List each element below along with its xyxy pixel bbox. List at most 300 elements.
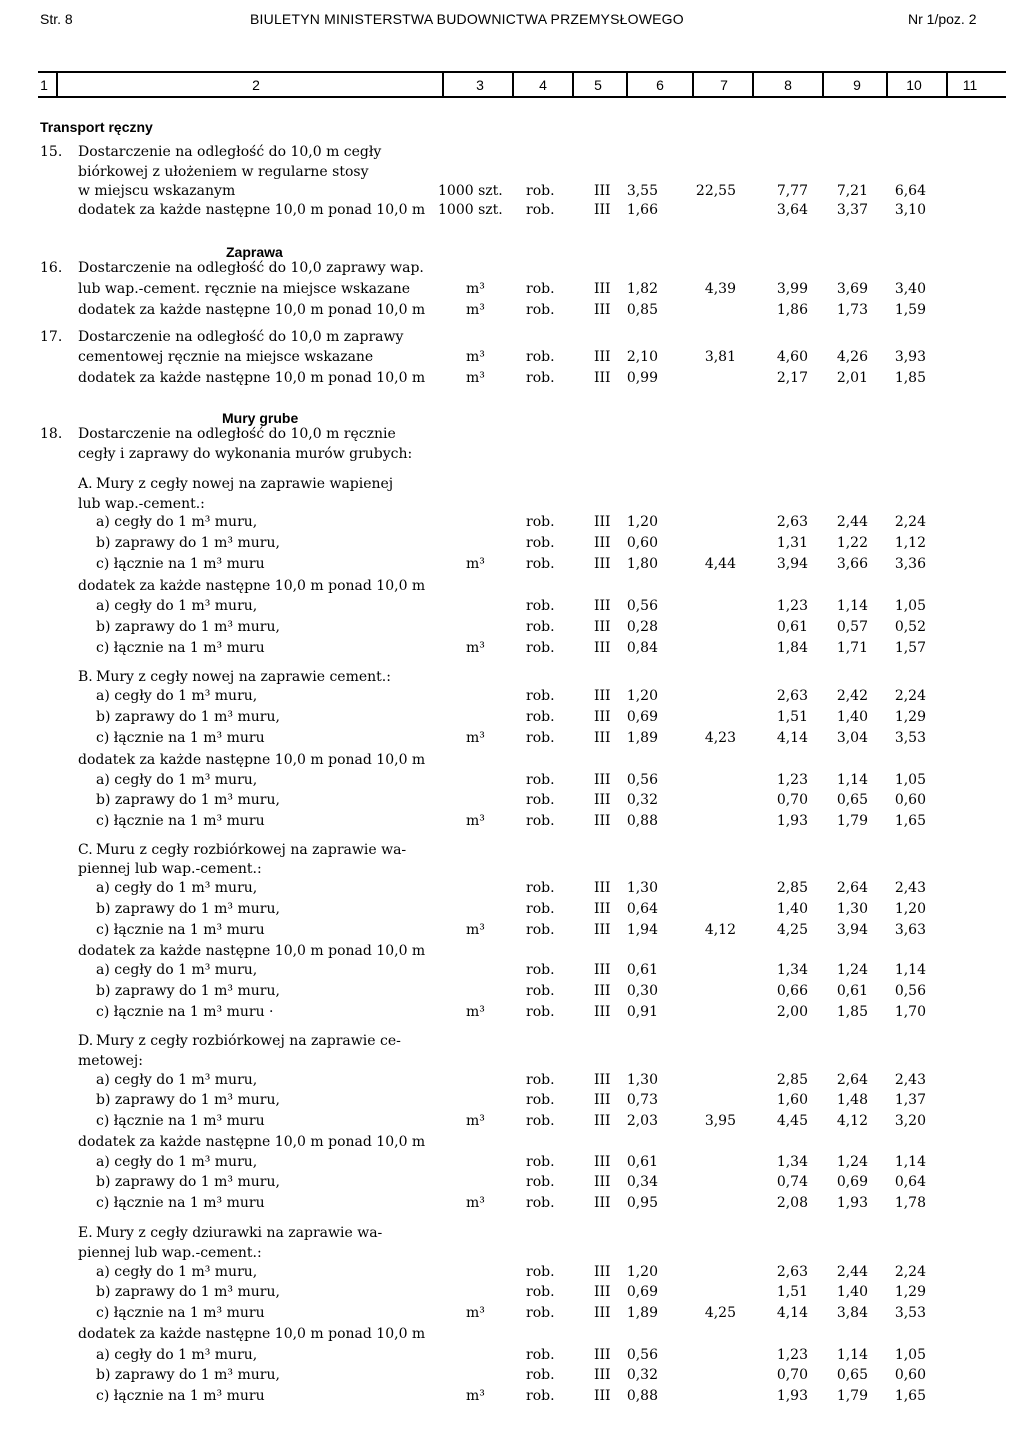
value-c8: 3,64 (776, 202, 808, 218)
row-description: Dostarczenie na odległość do 10,0 m cegły (78, 144, 382, 160)
value-c9: 2,44 (836, 1264, 868, 1280)
column-number: 4 (539, 77, 547, 93)
value-c9: 2,64 (836, 1072, 868, 1088)
labor-type: rob. (526, 709, 555, 725)
category: III (594, 688, 611, 704)
labor-type: rob. (526, 1154, 555, 1170)
value-c6: 2,10 (626, 349, 658, 365)
row-description: Mury z cegły rozbiórkowej na zaprawie ce- (96, 1033, 401, 1049)
category: III (594, 792, 611, 808)
value-c10: 3,53 (894, 730, 926, 746)
value-c6: 0,61 (626, 1154, 658, 1170)
sub-item-letter: B. (78, 669, 93, 685)
value-c9: 2,64 (836, 880, 868, 896)
value-c6: 0,32 (626, 792, 658, 808)
value-c9: 1,24 (836, 962, 868, 978)
labor-type: rob. (526, 349, 555, 365)
value-c10: 1,70 (894, 1004, 926, 1020)
labor-type: rob. (526, 792, 555, 808)
value-c7: 4,23 (704, 730, 736, 746)
value-c8: 1,84 (776, 640, 808, 656)
labor-type: rob. (526, 688, 555, 704)
value-c6: 0,85 (626, 302, 658, 318)
value-c6: 1,20 (626, 514, 658, 530)
category: III (594, 1154, 611, 1170)
value-c9: 3,69 (836, 281, 868, 297)
value-c6: 2,03 (626, 1113, 658, 1129)
value-c10: 3,10 (894, 202, 926, 218)
value-c6: 0,88 (626, 813, 658, 829)
item-number: 18. (40, 426, 63, 442)
row-description: a) cegły do 1 m³ muru, (96, 1264, 258, 1280)
category: III (594, 962, 611, 978)
value-c8: 4,45 (776, 1113, 808, 1129)
unit: m³ (466, 1195, 485, 1211)
labor-type: rob. (526, 880, 555, 896)
value-c10: 0,64 (894, 1174, 926, 1190)
category: III (594, 202, 611, 218)
category: III (594, 709, 611, 725)
category: III (594, 1347, 611, 1363)
column-separator (626, 73, 628, 96)
column-number: 9 (853, 77, 861, 93)
labor-type: rob. (526, 1174, 555, 1190)
row-description: c) łącznie na 1 m³ muru (96, 640, 265, 656)
unit: m³ (466, 302, 485, 318)
value-c6: 0,91 (626, 1004, 658, 1020)
table-top-rule (38, 71, 1006, 73)
column-number: 7 (720, 77, 728, 93)
row-description: Mury z cegły nowej na zaprawie wapienej (96, 476, 394, 492)
value-c10: 1,29 (894, 709, 926, 725)
unit: m³ (466, 370, 485, 386)
value-c9: 2,44 (836, 514, 868, 530)
labor-type: rob. (526, 1004, 555, 1020)
value-c8: 1,23 (776, 598, 808, 614)
row-description: a) cegły do 1 m³ muru, (96, 598, 258, 614)
row-description: b) zaprawy do 1 m³ muru, (96, 709, 280, 725)
category: III (594, 730, 611, 746)
value-c9: 1,14 (836, 598, 868, 614)
item-number: 15. (40, 144, 63, 160)
category: III (594, 598, 611, 614)
value-c10: 1,14 (894, 962, 926, 978)
labor-type: rob. (526, 281, 555, 297)
value-c8: 1,23 (776, 772, 808, 788)
row-description: biórkowej z ułożeniem w regularne stosy (78, 164, 369, 180)
value-c8: 1,60 (776, 1092, 808, 1108)
value-c6: 1,80 (626, 556, 658, 572)
column-separator (512, 73, 514, 96)
category: III (594, 1305, 611, 1321)
value-c7: 22,55 (695, 183, 736, 199)
row-description: c) łącznie na 1 m³ muru (96, 1305, 265, 1321)
category: III (594, 901, 611, 917)
value-c9: 0,57 (836, 619, 868, 635)
row-description: metowej: (78, 1053, 143, 1069)
table-header-rule (38, 96, 1006, 98)
row-description: Mury z cegły dziurawki na zaprawie wa- (96, 1225, 383, 1241)
row-description: c) łącznie na 1 m³ muru (96, 1388, 265, 1404)
value-c6: 1,82 (626, 281, 658, 297)
value-c8: 2,00 (776, 1004, 808, 1020)
value-c10: 2,24 (894, 514, 926, 530)
labor-type: rob. (526, 962, 555, 978)
row-description: a) cegły do 1 m³ muru, (96, 772, 258, 788)
column-number: 3 (476, 77, 484, 93)
row-description: piennej lub wap.-cement.: (78, 861, 262, 877)
row-description: c) łącznie na 1 m³ muru (96, 556, 265, 572)
value-c10: 6,64 (894, 183, 926, 199)
unit: m³ (466, 1004, 485, 1020)
row-description: b) zaprawy do 1 m³ muru, (96, 1174, 280, 1190)
value-c6: 0,73 (626, 1092, 658, 1108)
value-c10: 0,60 (894, 1367, 926, 1383)
value-c8: 4,25 (776, 922, 808, 938)
value-c9: 4,12 (836, 1113, 868, 1129)
category: III (594, 556, 611, 572)
value-c10: 0,52 (894, 619, 926, 635)
value-c9: 1,79 (836, 813, 868, 829)
value-c9: 0,65 (836, 792, 868, 808)
value-c8: 3,99 (776, 281, 808, 297)
row-description: c) łącznie na 1 m³ muru (96, 1195, 265, 1211)
category: III (594, 813, 611, 829)
category: III (594, 281, 611, 297)
value-c8: 0,70 (776, 792, 808, 808)
value-c8: 1,34 (776, 1154, 808, 1170)
value-c9: 3,84 (836, 1305, 868, 1321)
row-description: dodatek za każde następne 10,0 m ponad 10,0 m (78, 752, 426, 768)
value-c10: 2,43 (894, 1072, 926, 1088)
sub-item-letter: E. (78, 1225, 93, 1241)
value-c7: 4,25 (704, 1305, 736, 1321)
category: III (594, 370, 611, 386)
unit: m³ (466, 349, 485, 365)
value-c8: 2,17 (776, 370, 808, 386)
value-c6: 0,64 (626, 901, 658, 917)
value-c7: 4,44 (704, 556, 736, 572)
row-description: c) łącznie na 1 m³ muru (96, 813, 265, 829)
category: III (594, 302, 611, 318)
value-c9: 1,24 (836, 1154, 868, 1170)
row-description: dodatek za każde następne 10,0 m ponad 10,0 m (78, 302, 426, 318)
labor-type: rob. (526, 730, 555, 746)
row-description: b) zaprawy do 1 m³ muru, (96, 1367, 280, 1383)
value-c6: 0,30 (626, 983, 658, 999)
value-c6: 0,56 (626, 772, 658, 788)
labor-type: rob. (526, 772, 555, 788)
value-c6: 0,60 (626, 535, 658, 551)
value-c9: 1,14 (836, 772, 868, 788)
value-c6: 0,95 (626, 1195, 658, 1211)
value-c10: 1,20 (894, 901, 926, 917)
row-description: b) zaprawy do 1 m³ muru, (96, 535, 280, 551)
category: III (594, 514, 611, 530)
value-c8: 0,70 (776, 1367, 808, 1383)
row-description: a) cegły do 1 m³ muru, (96, 514, 258, 530)
labor-type: rob. (526, 1284, 555, 1300)
row-description: a) cegły do 1 m³ muru, (96, 1072, 258, 1088)
category: III (594, 1092, 611, 1108)
value-c6: 1,89 (626, 1305, 658, 1321)
journal-title: BIULETYN MINISTERSTWA BUDOWNICTWA PRZEMYSŁOWEGO (250, 11, 684, 27)
column-number: 11 (962, 77, 978, 93)
labor-type: rob. (526, 619, 555, 635)
row-description: Muru z cegły rozbiórkowej na zaprawie wa- (96, 842, 407, 858)
row-description: b) zaprawy do 1 m³ muru, (96, 619, 280, 635)
column-separator (692, 73, 694, 96)
value-c8: 0,66 (776, 983, 808, 999)
value-c8: 1,93 (776, 813, 808, 829)
column-separator (752, 73, 754, 96)
value-c8: 1,93 (776, 1388, 808, 1404)
row-description: dodatek za każde następne 10,0 m ponad 10,0 m (78, 1326, 426, 1342)
value-c8: 1,31 (776, 535, 808, 551)
value-c10: 3,93 (894, 349, 926, 365)
value-c8: 1,23 (776, 1347, 808, 1363)
value-c9: 3,04 (836, 730, 868, 746)
value-c9: 3,37 (836, 202, 868, 218)
row-description: b) zaprawy do 1 m³ muru, (96, 901, 280, 917)
value-c8: 2,63 (776, 514, 808, 530)
value-c10: 1,37 (894, 1092, 926, 1108)
column-number: 5 (594, 77, 602, 93)
unit: m³ (466, 922, 485, 938)
category: III (594, 772, 611, 788)
row-description: b) zaprawy do 1 m³ muru, (96, 1284, 280, 1300)
category: III (594, 1174, 611, 1190)
value-c6: 1,30 (626, 1072, 658, 1088)
category: III (594, 880, 611, 896)
value-c8: 1,51 (776, 1284, 808, 1300)
row-description: c) łącznie na 1 m³ muru (96, 922, 265, 938)
value-c8: 4,14 (776, 730, 808, 746)
value-c9: 0,61 (836, 983, 868, 999)
labor-type: rob. (526, 556, 555, 572)
value-c10: 3,40 (894, 281, 926, 297)
value-c9: 1,40 (836, 709, 868, 725)
value-c10: 1,59 (894, 302, 926, 318)
labor-type: rob. (526, 983, 555, 999)
value-c10: 0,56 (894, 983, 926, 999)
page-number: Str. 8 (40, 11, 73, 27)
value-c10: 1,78 (894, 1195, 926, 1211)
value-c8: 2,85 (776, 880, 808, 896)
labor-type: rob. (526, 183, 555, 199)
section-title-transport: Transport ręczny (40, 119, 153, 135)
value-c7: 4,12 (704, 922, 736, 938)
column-separator (442, 73, 444, 96)
labor-type: rob. (526, 813, 555, 829)
value-c6: 0,34 (626, 1174, 658, 1190)
category: III (594, 1004, 611, 1020)
value-c6: 0,99 (626, 370, 658, 386)
unit: m³ (466, 730, 485, 746)
labor-type: rob. (526, 1264, 555, 1280)
category: III (594, 619, 611, 635)
value-c6: 0,32 (626, 1367, 658, 1383)
value-c10: 1,85 (894, 370, 926, 386)
value-c6: 3,55 (626, 183, 658, 199)
unit: m³ (466, 281, 485, 297)
unit: m³ (466, 640, 485, 656)
value-c7: 3,95 (704, 1113, 736, 1129)
value-c9: 4,26 (836, 349, 868, 365)
issue-number: Nr 1/poz. 2 (908, 11, 977, 27)
value-c6: 0,56 (626, 598, 658, 614)
value-c8: 1,86 (776, 302, 808, 318)
row-description: Mury z cegły nowej na zaprawie cement.: (96, 669, 391, 685)
category: III (594, 1388, 611, 1404)
value-c10: 3,53 (894, 1305, 926, 1321)
row-description: Dostarczenie na odległość do 10,0 zaprawy wap. (78, 260, 424, 276)
row-description: a) cegły do 1 m³ muru, (96, 880, 258, 896)
value-c8: 2,08 (776, 1195, 808, 1211)
value-c9: 0,69 (836, 1174, 868, 1190)
column-number: 6 (656, 77, 664, 93)
value-c10: 1,05 (894, 598, 926, 614)
value-c6: 0,28 (626, 619, 658, 635)
category: III (594, 1264, 611, 1280)
unit: m³ (466, 1305, 485, 1321)
value-c7: 4,39 (704, 281, 736, 297)
row-description: a) cegły do 1 m³ muru, (96, 1154, 258, 1170)
column-number: 8 (784, 77, 792, 93)
labor-type: rob. (526, 1113, 555, 1129)
value-c6: 1,20 (626, 688, 658, 704)
value-c6: 0,61 (626, 962, 658, 978)
row-description: c) łącznie na 1 m³ muru (96, 730, 265, 746)
value-c9: 7,21 (836, 183, 868, 199)
value-c8: 3,94 (776, 556, 808, 572)
value-c6: 1,66 (626, 202, 658, 218)
row-description: piennej lub wap.-cement.: (78, 1245, 262, 1261)
value-c9: 1,14 (836, 1347, 868, 1363)
value-c10: 0,60 (894, 792, 926, 808)
row-description: w miejscu wskazanym (78, 183, 236, 199)
row-description: a) cegły do 1 m³ muru, (96, 1347, 258, 1363)
value-c6: 0,69 (626, 1284, 658, 1300)
value-c10: 3,63 (894, 922, 926, 938)
unit: m³ (466, 1113, 485, 1129)
labor-type: rob. (526, 640, 555, 656)
column-number: 10 (906, 77, 922, 93)
sub-item-letter: A. (78, 476, 93, 492)
sub-item-letter: C. (78, 842, 93, 858)
value-c10: 1,65 (894, 1388, 926, 1404)
value-c6: 0,69 (626, 709, 658, 725)
value-c8: 7,77 (776, 183, 808, 199)
value-c10: 2,24 (894, 688, 926, 704)
labor-type: rob. (526, 598, 555, 614)
column-number: 2 (252, 77, 260, 93)
value-c9: 1,40 (836, 1284, 868, 1300)
row-description: b) zaprawy do 1 m³ muru, (96, 1092, 280, 1108)
unit: m³ (466, 556, 485, 572)
value-c9: 1,93 (836, 1195, 868, 1211)
value-c6: 0,88 (626, 1388, 658, 1404)
row-description: dodatek za każde następne 10,0 m ponad 10,0 m (78, 943, 426, 959)
labor-type: rob. (526, 1092, 555, 1108)
value-c6: 1,20 (626, 1264, 658, 1280)
value-c9: 1,22 (836, 535, 868, 551)
item-number: 16. (40, 260, 63, 276)
value-c8: 2,85 (776, 1072, 808, 1088)
row-description: a) cegły do 1 m³ muru, (96, 688, 258, 704)
row-description: a) cegły do 1 m³ muru, (96, 962, 258, 978)
value-c10: 1,14 (894, 1154, 926, 1170)
labor-type: rob. (526, 370, 555, 386)
value-c8: 1,34 (776, 962, 808, 978)
value-c8: 1,40 (776, 901, 808, 917)
sub-item-letter: D. (78, 1033, 94, 1049)
column-separator (822, 73, 824, 96)
category: III (594, 349, 611, 365)
category: III (594, 983, 611, 999)
labor-type: rob. (526, 535, 555, 551)
value-c6: 0,84 (626, 640, 658, 656)
value-c10: 1,12 (894, 535, 926, 551)
labor-type: rob. (526, 1195, 555, 1211)
column-separator (886, 73, 888, 96)
value-c10: 1,65 (894, 813, 926, 829)
labor-type: rob. (526, 1388, 555, 1404)
labor-type: rob. (526, 1072, 555, 1088)
value-c10: 1,05 (894, 772, 926, 788)
row-description: dodatek za każde następne 10,0 m ponad 10,0 m (78, 370, 426, 386)
value-c9: 2,01 (836, 370, 868, 386)
value-c9: 3,66 (836, 556, 868, 572)
value-c6: 1,89 (626, 730, 658, 746)
category: III (594, 1367, 611, 1383)
row-description: b) zaprawy do 1 m³ muru, (96, 792, 280, 808)
category: III (594, 1195, 611, 1211)
value-c9: 1,30 (836, 901, 868, 917)
row-description: dodatek za każde następne 10,0 m ponad 10,0 m (78, 202, 426, 218)
value-c9: 0,65 (836, 1367, 868, 1383)
value-c8: 0,61 (776, 619, 808, 635)
category: III (594, 183, 611, 199)
category: III (594, 1072, 611, 1088)
value-c6: 0,56 (626, 1347, 658, 1363)
value-c10: 1,57 (894, 640, 926, 656)
labor-type: rob. (526, 202, 555, 218)
value-c9: 1,79 (836, 1388, 868, 1404)
value-c8: 1,51 (776, 709, 808, 725)
row-description: Dostarczenie na odległość do 10,0 m zaprawy (78, 329, 404, 345)
row-description: c) łącznie na 1 m³ muru · (96, 1004, 274, 1020)
column-separator (56, 73, 58, 96)
row-description: lub wap.-cement. ręcznie na miejsce wskazane (78, 281, 411, 297)
category: III (594, 1113, 611, 1129)
value-c8: 4,60 (776, 349, 808, 365)
value-c10: 2,43 (894, 880, 926, 896)
value-c10: 2,24 (894, 1264, 926, 1280)
row-description: Dostarczenie na odległość do 10,0 m ręcznie (78, 426, 396, 442)
value-c8: 0,74 (776, 1174, 808, 1190)
row-description: lub wap.-cement.: (78, 496, 205, 512)
labor-type: rob. (526, 302, 555, 318)
value-c8: 4,14 (776, 1305, 808, 1321)
row-description: b) zaprawy do 1 m³ muru, (96, 983, 280, 999)
row-description: cementowej ręcznie na miejsce wskazane (78, 349, 374, 365)
row-description: dodatek za każde następne 10,0 m ponad 10,0 m (78, 1134, 426, 1150)
value-c9: 3,94 (836, 922, 868, 938)
value-c10: 3,20 (894, 1113, 926, 1129)
category: III (594, 640, 611, 656)
unit: 1000 szt. (438, 183, 503, 199)
